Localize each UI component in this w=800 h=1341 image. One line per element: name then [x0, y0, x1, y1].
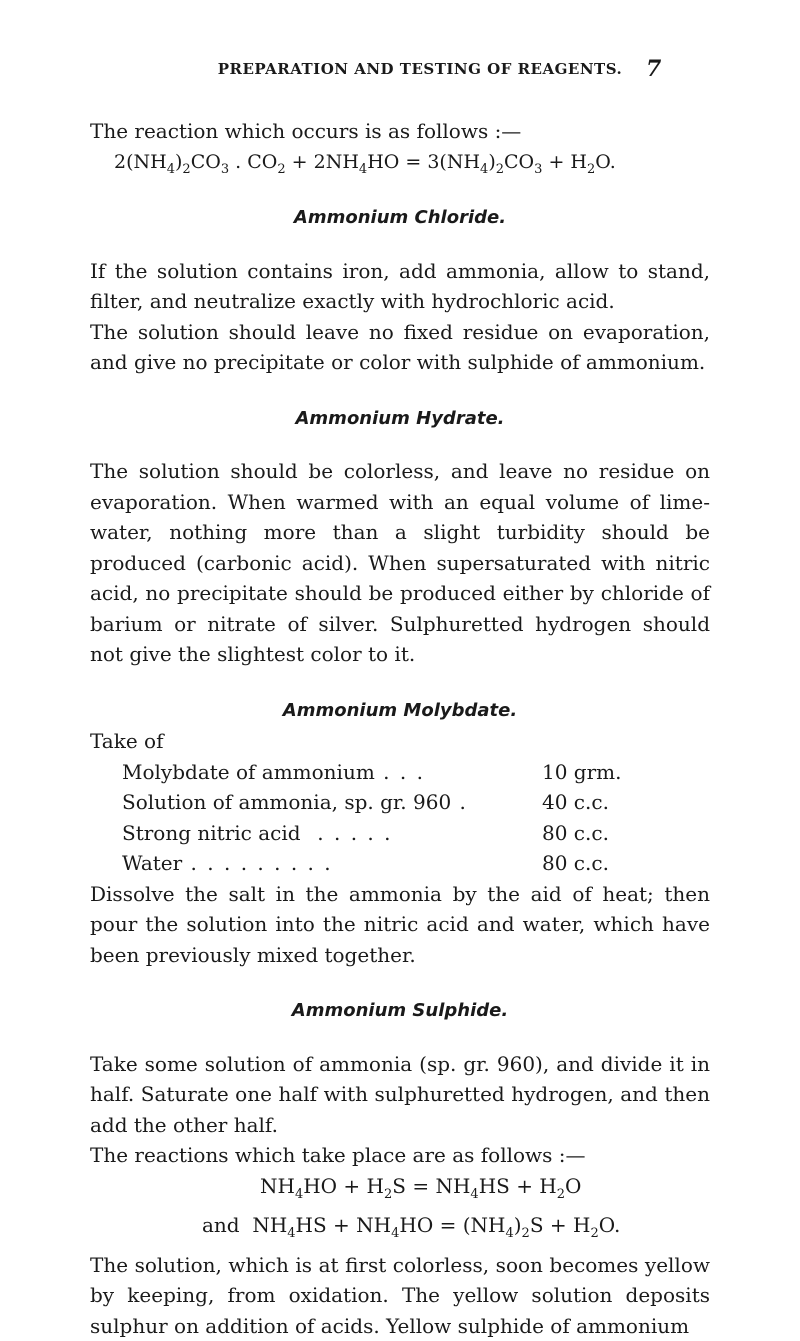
running-head: PREPARATION AND TESTING OF REAGENTS.: [140, 60, 700, 78]
and-word: and: [202, 1213, 240, 1237]
recipe-leader-dots: . . . . . . . . .: [182, 848, 542, 879]
page-number: 7: [646, 56, 661, 82]
recipe-leader-dots: . . .: [375, 757, 542, 788]
recipe-leader-dots: .: [451, 787, 542, 818]
recipe-ingredient: Molybdate of ammonium: [122, 757, 375, 788]
recipe-row: [122, 818, 682, 849]
recipe-leader-dots: . . . . .: [301, 818, 542, 849]
sulphide-heading: Ammonium Sulphide.: [90, 996, 710, 1027]
recipe-row: [122, 787, 682, 818]
sulphide-paragraph-2: The reactions which take place are as follows :—: [90, 1140, 710, 1171]
sulphide-paragraph-3: The solution, which is at first colorless, soon becomes yellow by keeping, from oxidation. The yellow solution deposits sulphur on addition of acids. Yellow sulphide of ammonium: [90, 1250, 710, 1341]
recipe-quantity: 80 c.c.: [542, 848, 682, 879]
recipe-quantity: 40 c.c.: [542, 787, 682, 818]
hydrate-heading: Ammonium Hydrate.: [90, 404, 710, 435]
recipe-quantity: 10 grm.: [542, 757, 682, 788]
intro-text: The reaction which occurs is as follows :—: [90, 116, 710, 147]
recipe-ingredient: Solution of ammonia, sp. gr. 960: [122, 787, 451, 818]
chloride-paragraph-2: The solution should leave no fixed residue on evaporation, and give no precipitate or color with sulphide of ammonium.: [90, 317, 710, 378]
page-body: [90, 116, 710, 1341]
sulphide-paragraph-1: Take some solution of ammonia (sp. gr. 960), and divide it in half. Saturate one half with sulphuretted hydrogen, and then add the other half.: [90, 1049, 710, 1141]
recipe-ingredient: Water: [122, 848, 182, 879]
sulphide-reaction-formula-1: $NH_4HO + H_2S = NH_4HS + H_2O$: [260, 1171, 710, 1211]
recipe-ingredient: Strong nitric acid: [122, 818, 301, 849]
recipe-quantity: 80 c.c.: [542, 818, 682, 849]
recipe-list: [90, 757, 710, 879]
take-of-label: Take of: [90, 726, 710, 757]
molybdate-paragraph: Dissolve the salt in the ammonia by the aid of heat; then pour the solution into the nitric acid and water, which have been previously mixed together.: [90, 879, 710, 971]
carbonate-reaction-formula: $2(NH_4)_2CO_3$ . $CO_2 + 2NH_4HO = 3(NH_4)_2CO_3 + H_2O$.: [114, 147, 710, 178]
recipe-row: [122, 848, 682, 879]
chloride-heading: Ammonium Chloride.: [90, 203, 710, 234]
hydrate-paragraph: The solution should be colorless, and leave no residue on evaporation. When warmed with an equal volume of lime-water, nothing more than a slight turbidity should be produced (carbonic acid). When supersaturated with nitric acid, no precipitate should be produced either by chloride of barium or nitrate of silver. Sulphuretted hydrogen should not give the slightest color to it.: [90, 456, 710, 670]
recipe-row: [122, 757, 682, 788]
chloride-paragraph-1: If the solution contains iron, add ammonia, allow to stand, filter, and neutralize exactly with hydrochloric acid.: [90, 256, 710, 317]
sulphide-reaction-formula-2: and $NH_4HS + NH_4HO = (NH_4)_2S + H_2O$.: [202, 1210, 710, 1250]
molybdate-heading: Ammonium Molybdate.: [90, 696, 710, 727]
